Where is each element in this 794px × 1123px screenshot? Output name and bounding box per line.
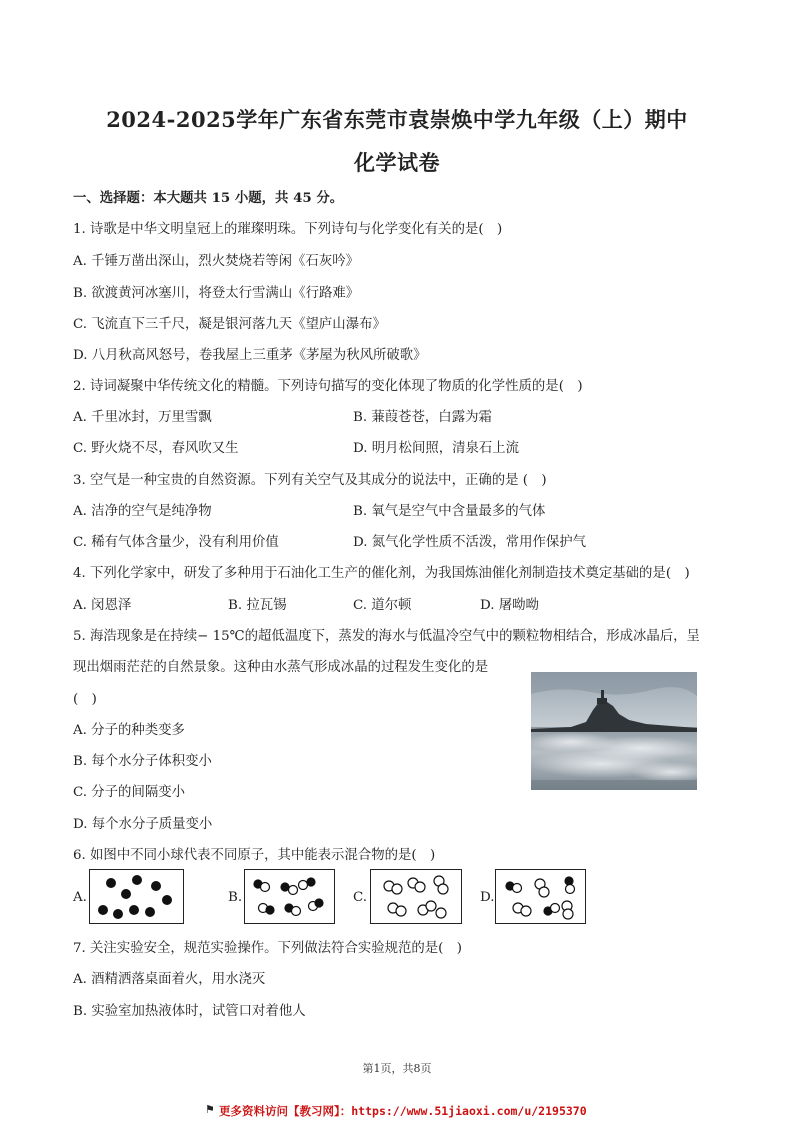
question-3-stem: 3. 空气是一种宝贵的自然资源。下列有关空气及其成分的说法中，正确的是 ( ) xyxy=(73,473,547,488)
question-5-answer-paren: ( ) xyxy=(73,692,97,707)
question-6-label-a: A. xyxy=(73,890,87,905)
question-7-option-a: A. 酒精洒落桌面着火，用水浇灭 xyxy=(73,972,266,987)
question-2-option-c: C. 野火烧不尽，春风吹又生 xyxy=(73,441,239,456)
question-7-stem: 7. 关注实验安全，规范实验操作。下列做法符合实验规范的是( ) xyxy=(73,941,463,956)
question-2-option-d: D. 明月松间照，清泉石上流 xyxy=(353,441,520,456)
exam-title: 2024-2025学年广东省东莞市袁崇焕中学九年级（上）期中 xyxy=(106,107,688,132)
page-number: 第1页，共8页 xyxy=(362,1062,432,1075)
question-7-option-b: B. 实验室加热液体时，试管口对着他人 xyxy=(73,1004,306,1019)
question-1-stem: 1. 诗歌是中华文明皇冠上的璀璨明珠。下列诗句与化学变化有关的是( ) xyxy=(73,222,503,237)
question-1-option-a: A. 千锤万凿出深山，烈火焚烧若等闲《石灰吟》 xyxy=(73,254,359,269)
molecule-diagram-b xyxy=(244,869,335,924)
question-6-label-b: B. xyxy=(228,890,243,905)
question-6-label-c: C. xyxy=(353,890,368,905)
molecule-diagram-d xyxy=(495,869,586,924)
question-4-option-c: C. 道尔顿 xyxy=(353,598,412,613)
question-5-option-d: D. 每个水分子质量变小 xyxy=(73,817,213,832)
question-2-stem: 2. 诗词凝聚中华传统文化的精髓。下列诗句描写的变化体现了物质的化学性质的是( ) xyxy=(73,379,583,394)
question-1-option-d: D. 八月秋高风怒号，卷我屋上三重茅《茅屋为秋风所破歌》 xyxy=(73,348,427,363)
question-4-stem: 4. 下列化学家中，研发了多种用于石油化工生产的催化剂，为我国炼油催化剂制造技术奠定基础的是( ) xyxy=(73,566,690,581)
question-2-option-b: B. 蒹葭苍苍，白露为霜 xyxy=(353,410,492,425)
molecule-diagram-c xyxy=(370,869,462,924)
question-3-option-d: D. 氮气化学性质不活泼，常用作保护气 xyxy=(353,535,587,550)
question-4-option-a: A. 闵恩泽 xyxy=(73,598,132,613)
question-5-option-a: A. 分子的种类变多 xyxy=(73,723,185,738)
question-2-option-a: A. 千里冰封，万里雪飘 xyxy=(73,410,212,425)
question-3-option-b: B. 氧气是空气中含量最多的气体 xyxy=(353,504,546,519)
question-3-option-c: C. 稀有气体含量少，没有利用价值 xyxy=(73,535,279,550)
exam-subtitle: 化学试卷 xyxy=(354,150,440,175)
question-5-option-c: C. 分子的间隔变小 xyxy=(73,785,186,800)
molecule-diagram-a xyxy=(89,869,184,924)
question-4-option-d: D. 屠呦呦 xyxy=(480,598,539,613)
question-3-option-a: A. 洁净的空气是纯净物 xyxy=(73,504,212,519)
question-6-stem: 6. 如图中不同小球代表不同原子，其中能表示混合物的是( ) xyxy=(73,848,436,863)
section-heading: 一、选择题：本大题共 15 小题，共 45 分。 xyxy=(73,190,344,206)
flag-icon: ⚑ xyxy=(205,1103,215,1116)
question-5-stem-line1: 5. 海浩现象是在持续− 15℃的超低温度下，蒸发的海水与低温冷空气中的颗粒物相结合，形成冰晶后，呈 xyxy=(73,629,700,644)
question-6-label-d: D. xyxy=(480,890,495,905)
promo-link[interactable]: 更多资料访问【教习网】：https://www.51jiaoxi.com/u/2195370 xyxy=(219,1104,587,1118)
question-5-stem-line2: 现出烟雨茫茫的自然景象。这种由水蒸气形成冰晶的过程发生变化的是 xyxy=(73,660,489,675)
question-1-option-c: C. 飞流直下三千尺，凝是银河落九天《望庐山瀑布》 xyxy=(73,317,386,332)
sea-smoke-photo xyxy=(531,672,697,790)
question-1-option-b: B. 欲渡黄河冰塞川，将登太行雪满山《行路难》 xyxy=(73,286,360,301)
question-4-option-b: B. 拉瓦锡 xyxy=(228,598,287,613)
question-5-option-b: B. 每个水分子体积变小 xyxy=(73,754,212,769)
